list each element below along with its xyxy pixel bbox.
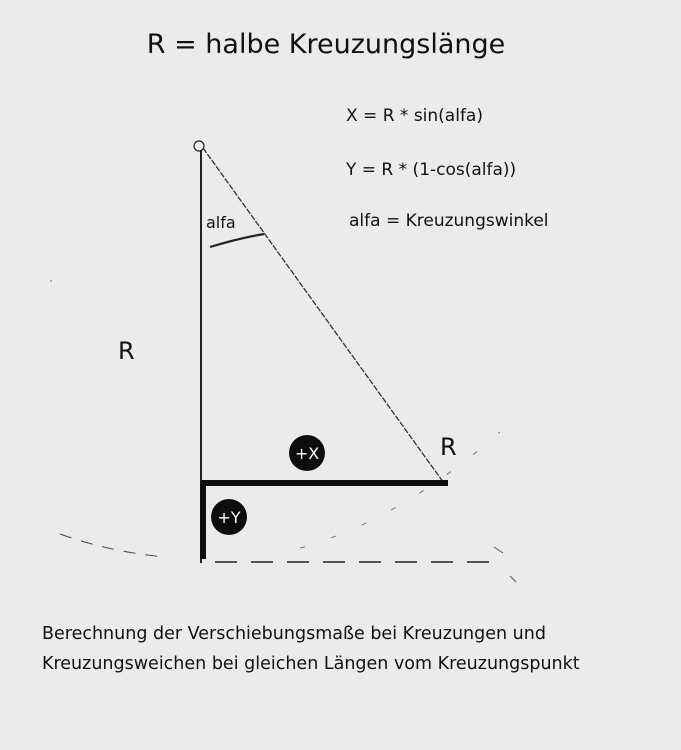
plus-x-badge-label: +X [294,444,320,463]
r-label-left: R [118,337,135,365]
diagram-title: R = halbe Kreuzungslänge [146,29,506,60]
pivot-point [194,141,204,151]
faint-tick-corner [510,576,516,582]
faint-tick-bottom [494,547,503,553]
faint-arc-right [300,432,500,548]
plus-x-badge [289,435,325,471]
hypotenuse-line [203,148,446,486]
formula-alfa-definition: alfa = Kreuzungswinkel [349,211,549,231]
caption-line-2: Kreuzungsweichen bei gleichen Längen vom Kreuzungspunkt [42,654,580,674]
angle-arc [210,234,264,247]
plus-y-badge-label: +Y [217,508,241,527]
plus-y-badge [211,499,247,535]
faint-arc-left [60,534,165,557]
r-label-right: R [440,433,457,461]
formula-x: X = R * sin(alfa) [346,106,483,126]
formula-y: Y = R * (1-cos(alfa)) [346,160,517,180]
alfa-label: alfa [206,213,236,232]
caption-line-1: Berechnung der Verschiebungsmaße bei Kreuzungen und [42,624,546,644]
